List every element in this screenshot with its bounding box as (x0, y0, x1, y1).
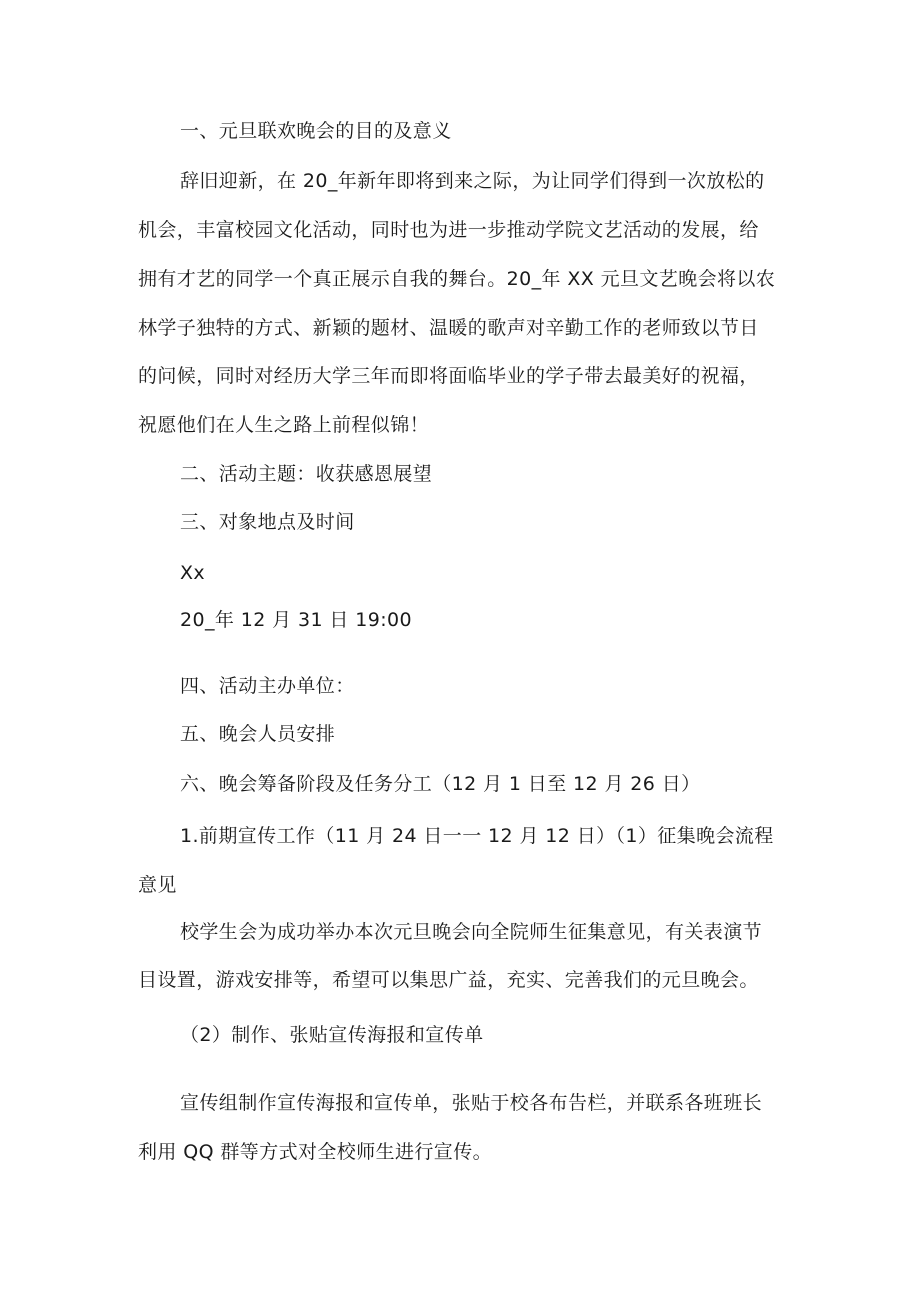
section-heading-2: 二、活动主题：收获感恩展望 (180, 463, 433, 485)
paragraph-line: 辞旧迎新，在 20_年新年即将到来之际，为让同学们得到一次放松的 (180, 170, 765, 192)
location-text: Xx (180, 562, 206, 584)
subsection-heading: 1.前期宣传工作（11 月 24 日一一 12 月 12 日）（1）征集晚会流程 (180, 825, 774, 847)
paragraph-line: 目设置，游戏安排等，希望可以集思广益，充实、完善我们的元旦晚会。 (138, 969, 759, 991)
section-heading-3: 三、对象地点及时间 (180, 511, 355, 533)
paragraph-line: 利用 QQ 群等方式对全校师生进行宣传。 (138, 1141, 492, 1163)
paragraph-line: 宣传组制作宣传海报和宣传单，张贴于校各布告栏，并联系各班班长 (180, 1092, 763, 1114)
subsection-heading: （2）制作、张贴宣传海报和宣传单 (180, 1024, 484, 1046)
paragraph-line: 的问候，同时对经历大学三年而即将面临毕业的学子带去最美好的祝福， (138, 365, 759, 387)
paragraph-line: 机会，丰富校园文化活动，同时也为进一步推动学院文艺活动的发展，给 (138, 219, 759, 241)
paragraph-line: 林学子独特的方式、新颖的题材、温暖的歌声对辛勤工作的老师致以节日 (138, 317, 759, 339)
paragraph-line: 祝愿他们在人生之路上前程似锦！ (138, 414, 430, 436)
section-heading-6: 六、晚会筹备阶段及任务分工（12 月 1 日至 12 月 26 日） (180, 773, 701, 795)
section-heading-4: 四、活动主办单位： (180, 675, 355, 697)
section-heading-1: 一、元旦联欢晚会的目的及意义 (180, 120, 452, 142)
paragraph-line: 意见 (138, 874, 177, 896)
paragraph-line: 校学生会为成功举办本次元旦晚会向全院师生征集意见，有关表演节 (180, 921, 763, 943)
section-heading-5: 五、晚会人员安排 (180, 723, 336, 745)
date-time-text: 20_年 12 月 31 日 19:00 (180, 609, 412, 631)
paragraph-line: 拥有才艺的同学一个真正展示自我的舞台。20_年 XX 元旦文艺晚会将以农 (138, 268, 776, 290)
